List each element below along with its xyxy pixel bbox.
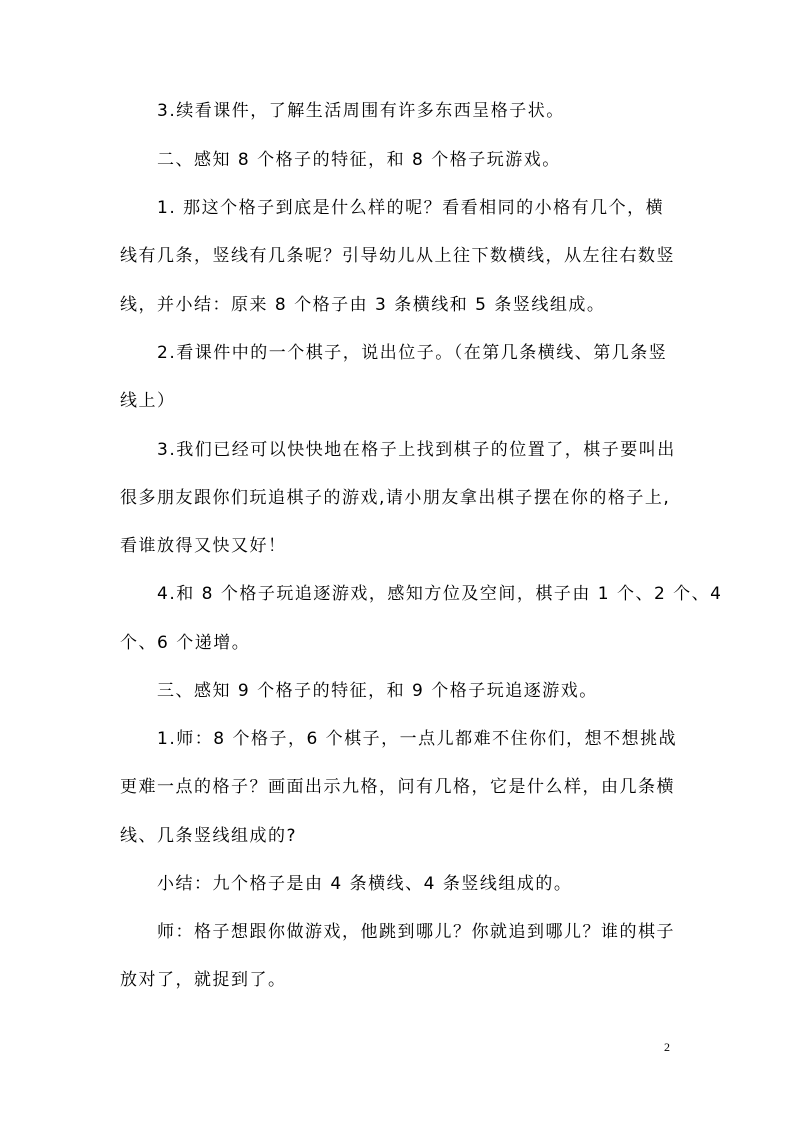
text-line-3: 1. 那这个格子到底是什么样的呢？看看相同的小格有几个，横 (157, 198, 665, 218)
section-heading-3: 三、感知 9 个格子的特征，和 9 个格子玩追逐游戏。 (157, 681, 598, 701)
text-line-7: 线上） (120, 391, 176, 411)
text-line-16: 线、几条竖线组成的? (120, 826, 298, 846)
text-line-14: 1.师：8 个格子，6 个棋子，一点儿都难不住你们，想不想挑战 (157, 729, 678, 749)
text-line-1: 3.续看课件，了解生活周围有许多东西呈格子状。 (157, 101, 565, 121)
text-line-11: 4.和 8 个格子玩追逐游戏，感知方位及空间，棋子由 1 个、2 个、4 (157, 584, 723, 604)
section-heading-2: 二、感知 8 个格子的特征，和 8 个格子玩游戏。 (157, 150, 561, 170)
text-line-4: 线有几条，竖线有几条呢？引导幼儿从上往下数横线，从左往右数竖 (120, 246, 675, 266)
text-line-9: 很多朋友跟你们玩追棋子的游戏,请小朋友拿出棋子摆在你的格子上, (120, 488, 671, 508)
text-line-6: 2.看课件中的一个棋子，说出位子。（在第几条横线、第几条竖 (157, 343, 668, 363)
text-line-19: 放对了，就捉到了。 (120, 970, 287, 990)
text-line-10: 看谁放得又快又好！ (120, 536, 287, 556)
text-line-12: 个、6 个递增。 (120, 633, 251, 653)
text-line-17: 小结：九个格子是由 4 条横线、4 条竖线组成的。 (157, 874, 573, 894)
text-line-8: 3.我们已经可以快快地在格子上找到棋子的位置了，棋子要叫出 (157, 440, 676, 460)
text-line-5: 线，并小结：原来 8 个格子由 3 条横线和 5 条竖线组成。 (120, 295, 606, 315)
page-number: 2 (664, 1040, 670, 1054)
text-line-15: 更难一点的格子？画面出示九格，问有几格，它是什么样，由几条横 (120, 777, 675, 797)
text-line-18: 师：格子想跟你做游戏，他跳到哪儿？你就追到哪儿？谁的棋子 (157, 922, 675, 942)
